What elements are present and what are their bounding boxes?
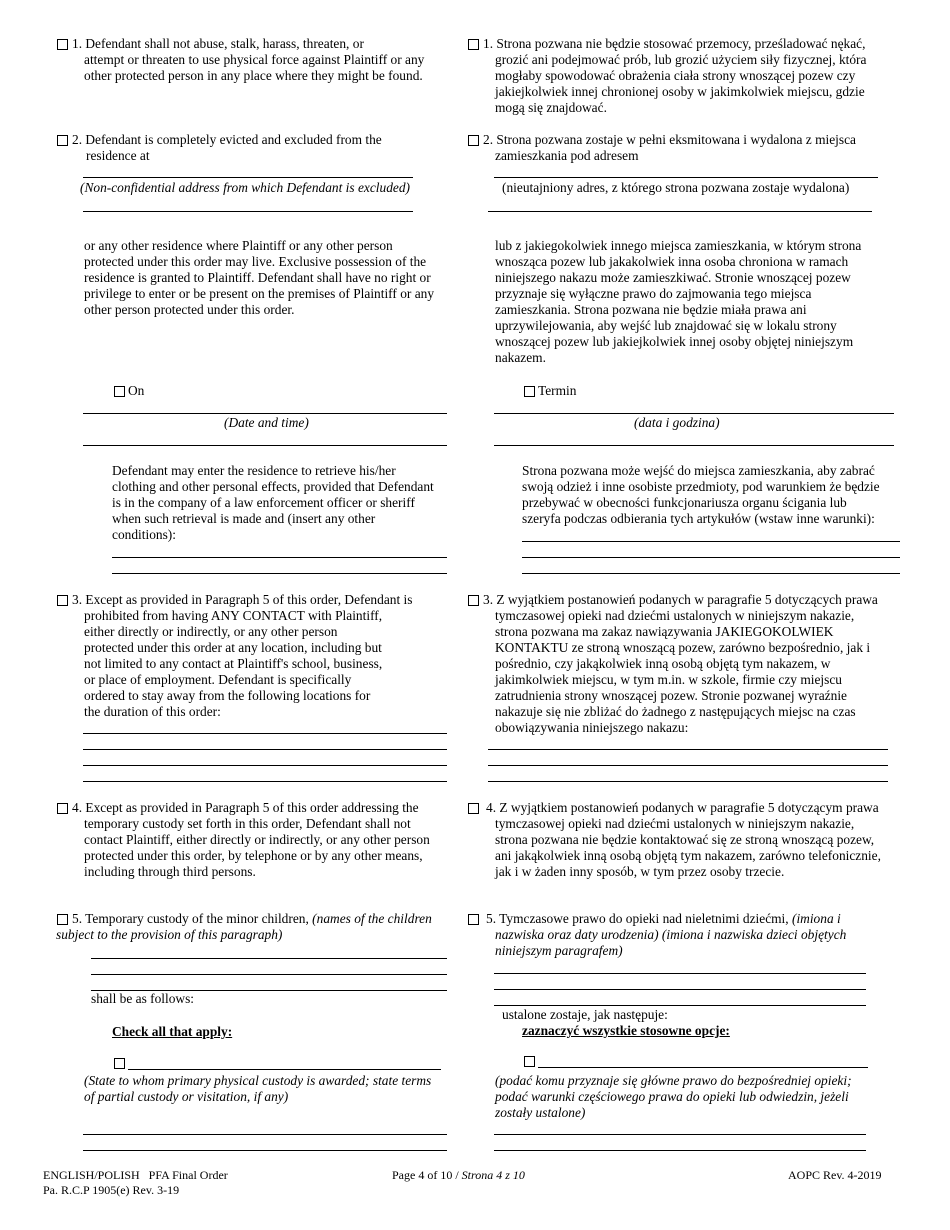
datetime-line-en-2[interactable] <box>83 445 447 446</box>
locations-line-en-2[interactable] <box>83 749 447 750</box>
state-pl-l2: zostały ustalone) <box>495 1105 586 1120</box>
retrieve-en-l1: clothing and other personal effects, provided that Defendant <box>112 479 434 494</box>
para-4-en-l1: temporary custody set forth in this order, Defendant shall not <box>84 816 411 831</box>
para-1-en-l2: other protected person in any place where they might be found. <box>84 68 423 83</box>
para-2-pl-l1: zamieszkania pod adresem <box>495 148 639 163</box>
para-4-pl-l0: 4. Z wyjątkiem postanowień podanych w paragrafie 5 dotyczącym prawa <box>486 800 879 815</box>
footer-rule-ref: Pa. R.C.P 1905(e) Rev. 3-19 <box>43 1183 180 1197</box>
para-4-pl-l1: tymczasowej opieki nad dziećmi ustalonych w niniejszym nakazie, <box>495 816 855 831</box>
state-pl-l0: (podać komu przyznaje się główne prawo do bezpośredniej opieki; <box>495 1073 852 1088</box>
conditions-line-en-2[interactable] <box>112 573 447 574</box>
footer-page-pl: Strona 4 z 10 <box>461 1168 525 1182</box>
para-3-en-l3: protected under this order at any location, including but <box>84 640 382 655</box>
retrieve-en-l3: when such retrieval is made and (insert any other <box>112 511 376 526</box>
checkbox-4-en[interactable] <box>57 803 68 814</box>
retrieve-en-l0: Defendant may enter the residence to retrieve his/her <box>112 463 396 478</box>
para-2b-en-l3: privilege to enter or be present on the premises of Plaintiff or any <box>84 286 435 301</box>
datetime-line-en-1[interactable] <box>83 413 447 414</box>
conditions-line-pl-1[interactable] <box>522 541 900 542</box>
children-line-pl-1[interactable] <box>494 973 866 974</box>
locations-line-pl-1[interactable] <box>488 749 888 750</box>
state-en-l0: (State to whom primary physical custody is awarded; state terms <box>84 1073 432 1088</box>
para-2b-en-l1: protected under this order may live. Exclusive possession of the <box>84 254 427 269</box>
para-3-en-l6: ordered to stay away from the following locations for <box>84 688 371 703</box>
para-2b-en-l2: residence is granted to Plaintiff. Defendant shall have no right or <box>84 270 431 285</box>
checkbox-1-en[interactable] <box>57 39 68 50</box>
address-caption-pl: (nieutajniony adres, z którego strona pozwana zostaje wydalona) <box>502 180 850 195</box>
para-3-pl-l4: pośrednio, czy jakąkolwiek inną osobą objętą tym nakazem, w <box>495 656 831 671</box>
retrieve-en-l2: is in the company of a law enforcement officer or sheriff <box>112 495 415 510</box>
address-line-en-1[interactable] <box>83 177 413 178</box>
para-3-en-l4: not limited to any contact at Plaintiff's school, business, <box>84 656 383 671</box>
para-2b-en-l4: other person protected under this order. <box>84 302 295 317</box>
datetime-caption-en: (Date and time) <box>224 415 309 430</box>
para-3-pl-l8: obowiązywania niniejszego nakazu: <box>495 720 689 735</box>
para-5-en-l0 <box>72 911 432 927</box>
para-1-pl-l0: 1. Strona pozwana nie będzie stosować przemocy, prześladować nękać, <box>483 36 866 51</box>
para-3-pl-l3: KONTAKTU ze stroną wnoszącą pozew, zarówno bezpośrednio, jak i <box>495 640 871 655</box>
checkbox-custody-pl[interactable] <box>524 1056 535 1067</box>
checkbox-5-pl[interactable] <box>468 914 479 925</box>
para-2b-pl-l1: wnosząca pozew lub jakakolwiek inna osoba chroniona w ramach <box>495 254 849 269</box>
para-2b-pl-l0: lub z jakiegokolwiek innego miejsca zamieszkania, w którym strona <box>495 238 862 253</box>
para-2b-pl-l3: przyznaje się wyłączne prawo do zajmowania tego miejsca <box>495 286 812 301</box>
footer-page-en: Page 4 of 10 / <box>392 1168 462 1182</box>
locations-line-en-3[interactable] <box>83 765 447 766</box>
state-en-l1: of partial custody or visitation, if any) <box>84 1089 289 1104</box>
children-line-pl-3[interactable] <box>494 1005 866 1006</box>
para-3-pl-l6: zatrudnienia strony wnoszącej pozew. Stronie pozwanej wyraźnie <box>495 688 847 703</box>
footer-revision: AOPC Rev. 4-2019 <box>788 1168 882 1182</box>
para-2b-pl-l2: niniejszego nakazu może zamieszkiwać. Stronie wnoszącej pozew <box>495 270 851 285</box>
retrieve-en-l4: conditions): <box>112 527 176 542</box>
checkbox-3-pl[interactable] <box>468 595 479 606</box>
locations-line-pl-3[interactable] <box>488 781 888 782</box>
para-3-en-l1: prohibited from having ANY CONTACT with Plaintiff, <box>84 608 383 623</box>
locations-line-pl-2[interactable] <box>488 765 888 766</box>
children-line-pl-2[interactable] <box>494 989 866 990</box>
para-5-en-l1: subject to the provision of this paragraph) <box>56 927 283 942</box>
checkbox-3-en[interactable] <box>57 595 68 606</box>
datetime-line-pl-2[interactable] <box>494 445 894 446</box>
shall-be-en: shall be as follows: <box>91 991 195 1006</box>
para-2-en-l1: residence at <box>86 148 150 163</box>
para-5-pl-italic: (imiona i <box>791 911 841 926</box>
para-3-en-l2: either directly or indirectly, or any other person <box>84 624 338 639</box>
para-1-pl-l4: mogą się znajdować. <box>495 100 607 115</box>
checkbox-2-pl[interactable] <box>468 135 479 146</box>
custody-line-pl[interactable] <box>538 1067 868 1068</box>
datetime-caption-pl: (data i godzina) <box>634 415 720 430</box>
checkbox-custody-en[interactable] <box>114 1058 125 1069</box>
para-4-en-l3: protected under this order, by telephone or by any other means, <box>84 848 423 863</box>
footer-page-number <box>392 1168 525 1182</box>
para-1-en-l1: attempt or threaten to use physical force against Plaintiff or any <box>84 52 425 67</box>
para-2b-pl-l4: zamieszkania. Strona pozwana nie będzie miała prawa ani <box>495 302 807 317</box>
para-5-en-text: 5. Temporary custody of the minor children, <box>72 911 313 926</box>
para-4-en-l2: contact Plaintiff, either directly or indirectly, or any other person <box>84 832 430 847</box>
para-4-en-l4: including through third persons. <box>84 864 256 879</box>
para-3-pl-l7: nakazuje się nie zbliżać do żadnego z następujących miejsc na czas <box>495 704 856 719</box>
datetime-line-pl-1[interactable] <box>494 413 894 414</box>
para-3-pl-l1: tymczasowej opieki nad dziećmi ustalonych w niniejszym nakazie, <box>495 608 855 623</box>
para-2b-pl-l6: wnoszącej pozew lub jakiejkolwiek innej osoby objętej niniejszym <box>495 334 854 349</box>
checkbox-on-en[interactable] <box>114 386 125 397</box>
para-1-pl-l3: jakiejkolwiek innej chronionej osoby w jakimkolwiek miejscu, gdzie <box>495 84 865 99</box>
terms-line-pl-2[interactable] <box>494 1150 866 1151</box>
retrieve-pl-l3: szeryfa podczas odbierania tych artykułów (wstaw inne warunki): <box>522 511 875 526</box>
on-label-pl: Termin <box>538 383 577 398</box>
footer-form-title: ENGLISH/POLISH PFA Final Order <box>43 1168 228 1182</box>
address-caption-en: (Non-confidential address from which Defendant is excluded) <box>80 180 410 195</box>
para-5-pl-l1: nazwiska oraz daty urodzenia) (imiona i nazwiska dzieci objętych <box>495 927 847 942</box>
para-3-en-l7: the duration of this order: <box>84 704 221 719</box>
check-all-pl: zaznaczyć wszystkie stosowne opcje: <box>522 1023 730 1038</box>
address-line-pl-1[interactable] <box>494 177 878 178</box>
retrieve-pl-l0: Strona pozwana może wejść do miejsca zamieszkania, aby zabrać <box>522 463 875 478</box>
retrieve-pl-l1: swoją odzież i inne osobiste przedmioty, pod warunkiem że będzie <box>522 479 880 494</box>
para-3-pl-l0: 3. Z wyjątkiem postanowień podanych w paragrafie 5 dotyczących prawa <box>483 592 878 607</box>
para-1-en-l0: 1. Defendant shall not abuse, stalk, harass, threaten, or <box>72 36 364 51</box>
address-line-pl-2[interactable] <box>488 211 872 212</box>
para-1-pl-l1: grozić ani podejmować prób, lub grozić użyciem siły fizycznej, która <box>495 52 867 67</box>
para-3-en-l0: 3. Except as provided in Paragraph 5 of this order, Defendant is <box>72 592 413 607</box>
para-3-pl-l2: strona pozwana ma zakaz nawiązywania JAKIEGOKOLWIEK <box>495 624 834 639</box>
para-4-pl-l3: ani jakąkolwiek inną osobą objętą tym nakazem, zarówno telefonicznie, <box>495 848 881 863</box>
locations-line-en-4[interactable] <box>83 781 447 782</box>
state-pl-l1: podać warunki częściowego prawa do opieki lub odwiedzin, jeżeli <box>495 1089 849 1104</box>
checkbox-2-en[interactable] <box>57 135 68 146</box>
address-line-en-2[interactable] <box>83 211 413 212</box>
children-line-en-2[interactable] <box>91 974 447 975</box>
terms-line-pl-1[interactable] <box>494 1134 866 1135</box>
on-label-en: On <box>128 383 145 398</box>
terms-line-en-2[interactable] <box>83 1150 447 1151</box>
children-line-en-1[interactable] <box>91 958 447 959</box>
retrieve-pl-l2: przebywać w obecności funkcjonariusza organu ścigania lub <box>522 495 847 510</box>
para-5-en-italic: (names of the children <box>312 911 432 926</box>
checkbox-on-pl[interactable] <box>524 386 535 397</box>
para-2b-en-l0: or any other residence where Plaintiff or any other person <box>84 238 393 253</box>
para-2-pl-l0: 2. Strona pozwana zostaje w pełni eksmitowana i wydalona z miejsca <box>483 132 856 147</box>
custody-line-en[interactable] <box>128 1069 441 1070</box>
para-1-pl-l2: mogłaby spowodować obrażenia ciała strony wnoszącej pozew czy <box>495 68 856 83</box>
para-4-pl-l2: strona pozwana nie będzie kontaktować się ze stroną wnoszącą pozew, <box>495 832 875 847</box>
para-4-pl-l4: jak i w żaden inny sposób, w tym przez osoby trzecie. <box>495 864 785 879</box>
para-5-pl-l2: niniejszym paragrafem) <box>495 943 623 958</box>
para-2b-pl-l7: nakazem. <box>495 350 546 365</box>
check-all-en: Check all that apply: <box>112 1024 233 1039</box>
para-5-pl-l0 <box>486 911 841 927</box>
para-2b-pl-l5: uprzywilejowania, aby wejść lub znajdować się w lokalu strony <box>495 318 837 333</box>
para-4-en-l0: 4. Except as provided in Paragraph 5 of this order addressing the <box>72 800 419 815</box>
locations-line-en-1[interactable] <box>83 733 447 734</box>
checkbox-5-en[interactable] <box>57 914 68 925</box>
conditions-line-pl-2[interactable] <box>522 557 900 558</box>
terms-line-en-1[interactable] <box>83 1134 447 1135</box>
conditions-line-pl-3[interactable] <box>522 573 900 574</box>
para-3-pl-l5: jakimkolwiek miejscu, w tym m.in. w szkole, firmie czy miejscu <box>495 672 842 687</box>
shall-be-pl: ustalone zostaje, jak następuje: <box>502 1007 668 1022</box>
checkbox-1-pl[interactable] <box>468 39 479 50</box>
para-3-en-l5: or place of employment. Defendant is specifically <box>84 672 352 687</box>
checkbox-4-pl[interactable] <box>468 803 479 814</box>
para-5-pl-text: 5. Tymczasowe prawo do opieki nad nieletnimi dziećmi, <box>486 911 792 926</box>
para-2-en-l0: 2. Defendant is completely evicted and excluded from the <box>72 132 382 147</box>
conditions-line-en-1[interactable] <box>112 557 447 558</box>
